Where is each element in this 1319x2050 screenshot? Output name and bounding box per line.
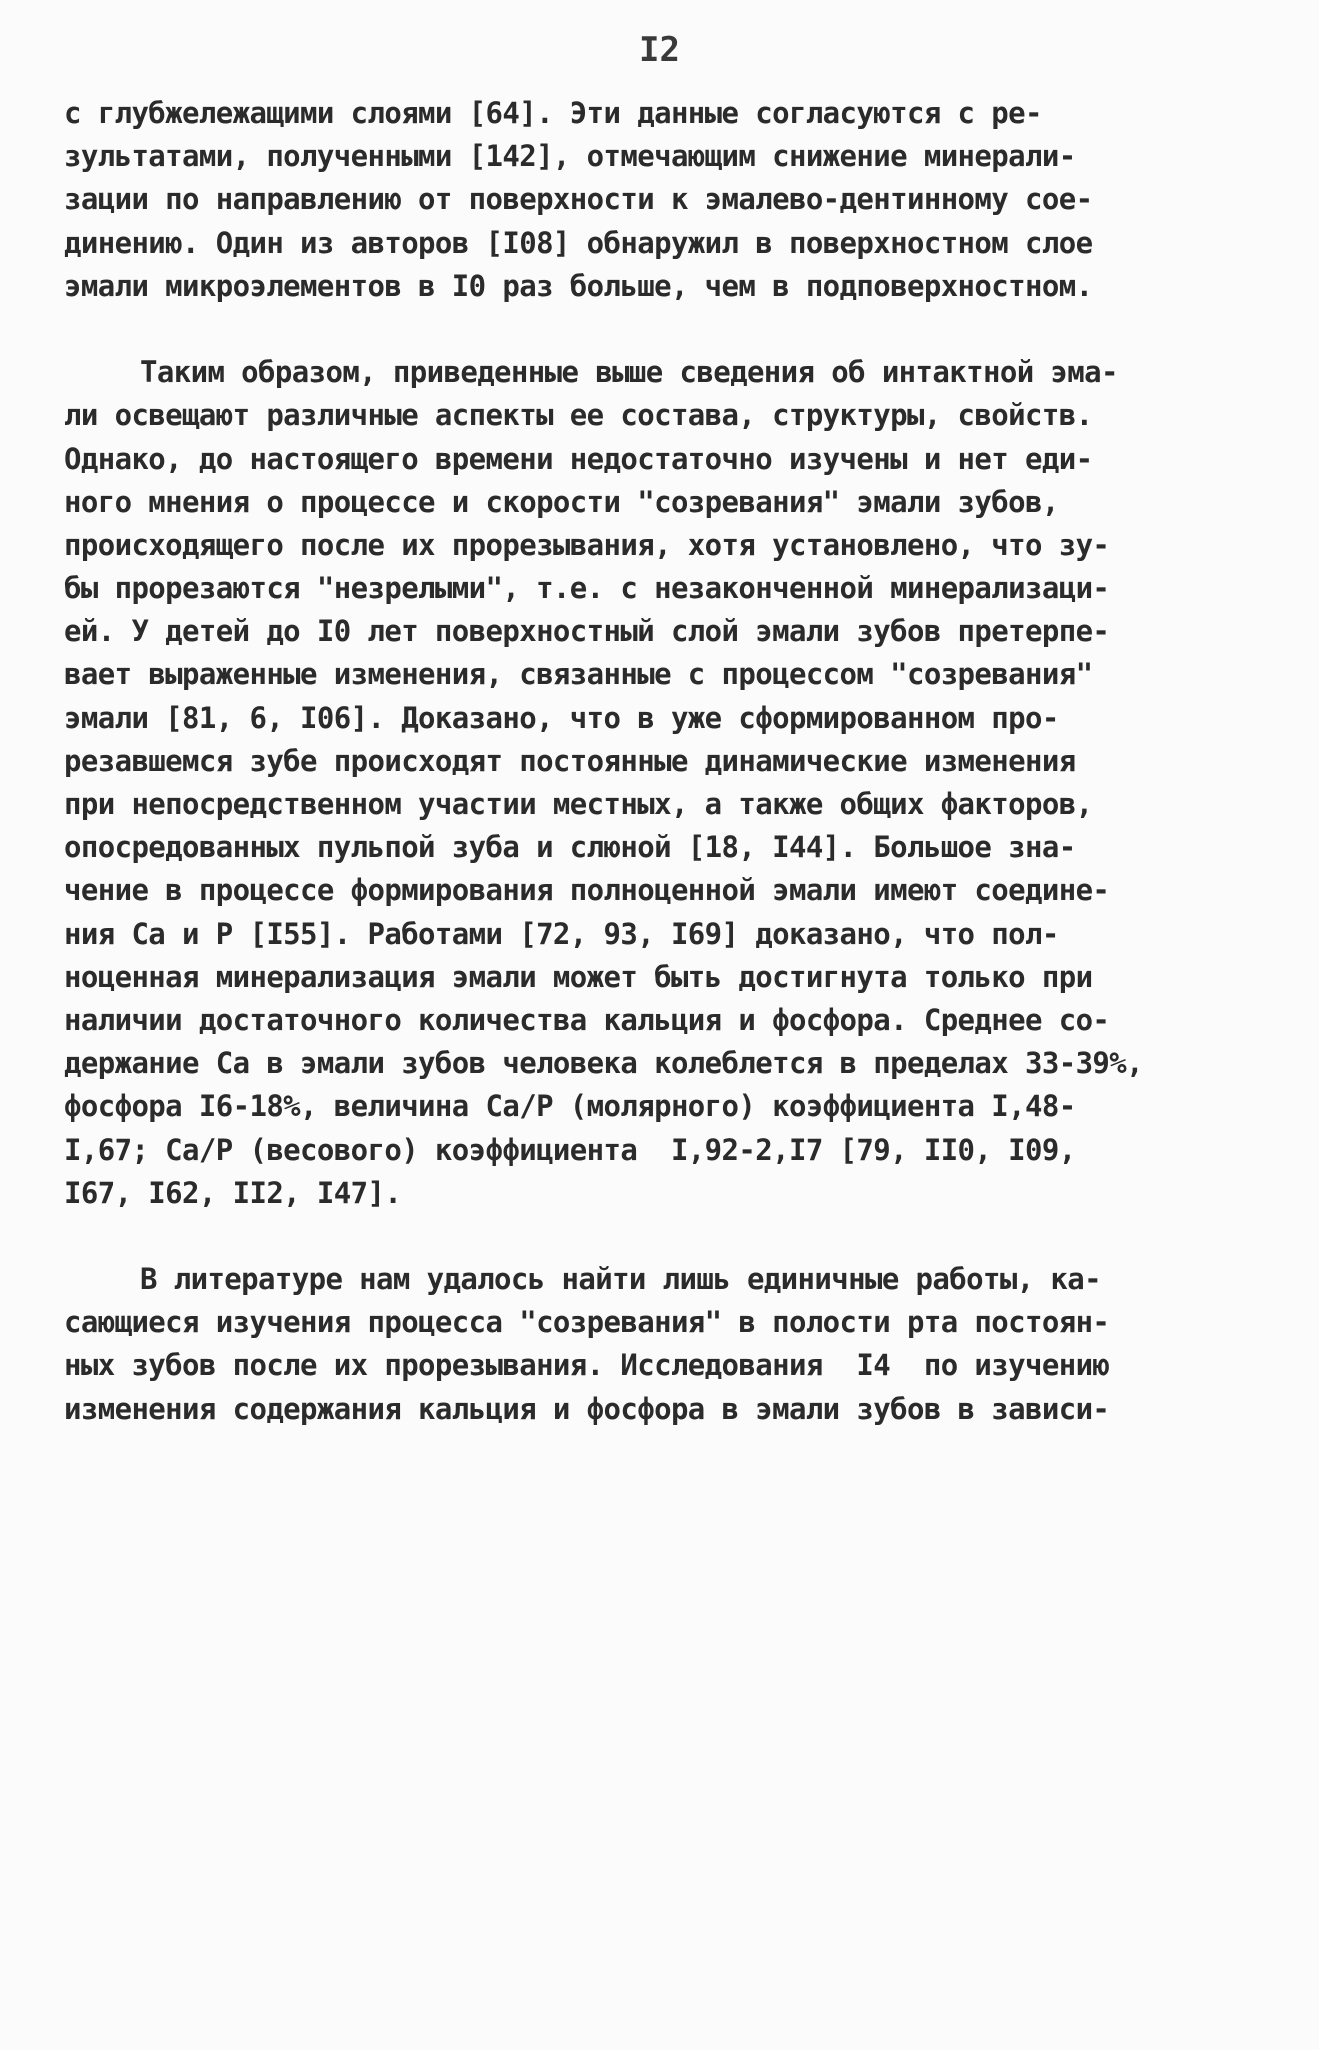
text-line: резавшемся зубе происходят постоянные динамические изменения: [64, 743, 1076, 778]
text-line: [64, 1215, 1264, 1258]
text-line: фосфора I6-18%, величина Са/Р (молярного) коэффициента I,48-: [64, 1089, 1076, 1124]
text-line: держание Са в эмали зубов человека колеблется в пределах 33-39%,: [64, 1046, 1144, 1081]
text-line: вает выраженные изменения, связанные с процессом "созревания": [64, 657, 1093, 692]
text-line: [64, 308, 1264, 351]
text-line: зации по направлению от поверхности к эмалево-дентинному сое-: [64, 182, 1093, 217]
text-line: зультатами, полученными [142], отмечающим снижение минерали-: [64, 139, 1076, 174]
page-number: I2: [639, 30, 680, 70]
text-line: ноценная минерализация эмали может быть достигнута только при: [64, 959, 1093, 994]
body-text: [64, 92, 1264, 1431]
text-line: ных зубов после их прорезывания. Исследования I4 по изучению: [64, 1348, 1110, 1383]
text-line: Однако, до настоящего времени недостаточно изучены и нет еди-: [64, 441, 1093, 476]
text-line: происходящего после их прорезывания, хотя установлено, что зу-: [64, 527, 1110, 562]
text-line: ли освещают различные аспекты ее состава, структуры, свойств.: [64, 398, 1093, 433]
text-line: ного мнения о процессе и скорости "созревания" эмали зубов,: [64, 484, 1059, 519]
text-line: изменения содержания кальция и фосфора в эмали зубов в зависи-: [64, 1391, 1110, 1426]
text-line: динению. Один из авторов [I08] обнаружил в поверхностном слое: [64, 225, 1093, 260]
text-line: эмали [81, 6, I06]. Доказано, что в уже сформированном про-: [64, 700, 1059, 735]
text-line: опосредованных пульпой зуба и слюной [18, I44]. Большое зна-: [64, 830, 1076, 865]
text-line: I,67; Са/Р (весового) коэффициента I,92-2,I7 [79, II0, I09,: [64, 1132, 1076, 1167]
text-line: сающиеся изучения процесса "созревания" в полости рта постоян-: [64, 1305, 1110, 1340]
text-line: наличии достаточного количества кальция и фосфора. Среднее со-: [64, 1002, 1110, 1037]
text-line: Таким образом, приведенные выше сведения об интактной эма-: [140, 355, 1118, 390]
text-line: эмали микроэлементов в I0 раз больше, чем в подповерхностном.: [64, 268, 1093, 303]
text-line: с глубжележащими слоями [64]. Эти данные согласуются с ре-: [64, 96, 1042, 130]
text-line: I67, I62, II2, I47].: [64, 1175, 402, 1210]
text-line: ей. У детей до I0 лет поверхностный слой эмали зубов претерпе-: [64, 614, 1110, 649]
text-line: В литературе нам удалось найти лишь единичные работы, ка-: [140, 1262, 1101, 1297]
text-line: ния Са и Р [I55]. Работами [72, 93, I69] доказано, что пол-: [64, 916, 1059, 951]
text-line: чение в процессе формирования полноценной эмали имеют соедине-: [64, 873, 1110, 908]
text-line: при непосредственном участии местных, а также общих факторов,: [64, 787, 1093, 821]
text-line: бы прорезаются "незрелыми", т.е. с незаконченной минерализаци-: [64, 571, 1110, 606]
